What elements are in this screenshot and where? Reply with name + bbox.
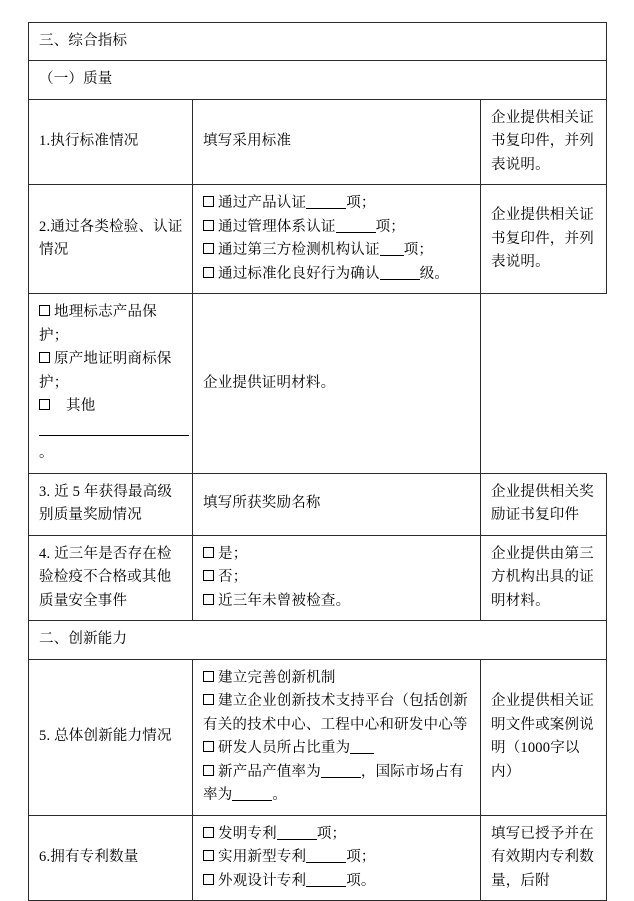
checkbox-icon[interactable] — [203, 874, 214, 885]
subsection-heading-quality: （一）质量 — [29, 61, 607, 99]
row-label-certification: 2.通过各类检验、认证情况 — [29, 185, 193, 294]
blank-underline[interactable] — [306, 871, 346, 887]
checkbox-icon[interactable] — [203, 741, 214, 752]
row-content-certification — [193, 185, 481, 294]
row-note-quality-award: 企业提供相关奖励证书复印件 — [481, 473, 607, 535]
checkbox-option-tech-platform[interactable]: 建立企业创新技术支持平台（包括创新有关的技术中心、工程中心和研发中心等 — [203, 693, 468, 733]
checkbox-icon[interactable] — [203, 547, 214, 558]
checkbox-icon[interactable] — [203, 694, 214, 705]
table-row-innovation-capacity — [29, 659, 607, 815]
row-note-geographic-protection: 企业提供证明材料。 — [193, 294, 481, 473]
checkbox-icon[interactable] — [39, 352, 50, 363]
row-note-innovation-capacity: 企业提供相关证明文件或案例说明（1000字以内） — [481, 659, 607, 815]
blank-underline[interactable] — [306, 848, 346, 864]
checkbox-option-utility-patent[interactable]: 实用新型专利 项； — [203, 846, 472, 869]
indicator-form-table — [28, 22, 607, 901]
checkbox-icon[interactable] — [203, 827, 214, 838]
checkbox-icon[interactable] — [203, 267, 214, 278]
table-row-section-innovation — [29, 621, 607, 659]
checkbox-icon[interactable] — [39, 399, 50, 410]
checkbox-option-invention-patent[interactable]: 发明专利 项； — [203, 823, 472, 846]
section-heading-innovation: 二、创新能力 — [29, 621, 607, 659]
table-row-safety-incident — [29, 535, 607, 620]
checkbox-icon[interactable] — [203, 220, 214, 231]
checkbox-icon[interactable] — [203, 570, 214, 581]
table-row-certification — [29, 185, 607, 294]
checkbox-icon[interactable] — [203, 196, 214, 207]
row-note-safety-incident: 企业提供由第三方机构出具的证明材料。 — [481, 535, 607, 620]
checkbox-option-origin-trademark[interactable]: 原产地证明商标保护； — [39, 351, 172, 391]
blank-underline[interactable] — [232, 786, 272, 802]
blank-underline[interactable] — [39, 420, 189, 436]
row-label-innovation-capacity: 5. 总体创新能力情况 — [29, 659, 193, 815]
checkbox-option-new-product-ratio[interactable]: 新产品产值率为 ，国际市场占有率为 。 — [203, 763, 464, 804]
row-note-certification: 企业提供相关证书复印件，并列表说明。 — [481, 185, 607, 294]
checkbox-icon[interactable] — [203, 243, 214, 254]
checkbox-option-management-cert[interactable]: 通过管理体系认证 项； — [203, 216, 472, 239]
row-content-geographic-protection — [29, 294, 193, 473]
row-content-quality-award: 填写所获奖励名称 — [193, 473, 481, 535]
checkbox-icon[interactable] — [203, 765, 214, 776]
checkbox-option-rd-staff-ratio[interactable]: 研发人员所占比重为 — [203, 737, 472, 760]
checkbox-icon[interactable] — [39, 305, 50, 316]
checkbox-option-thirdparty-cert[interactable]: 通过第三方检测机构认证 项； — [203, 239, 472, 262]
checkbox-option-design-patent[interactable]: 外观设计专利 项。 — [203, 870, 472, 893]
row-content-standard-execution: 填写采用标准 — [193, 99, 481, 184]
checkbox-option-geo-indication[interactable]: 地理标志产品保护； — [39, 304, 157, 344]
checkbox-icon[interactable] — [203, 594, 214, 605]
blank-underline[interactable] — [277, 824, 317, 840]
checkbox-option-yes[interactable]: 是； — [203, 543, 472, 566]
table-row-quality-award — [29, 473, 607, 535]
table-row-standard-execution — [29, 99, 607, 184]
blank-underline[interactable] — [321, 762, 361, 778]
row-content-patent-count — [193, 815, 481, 900]
checkbox-icon[interactable] — [203, 850, 214, 861]
table-row-section-3 — [29, 23, 607, 61]
checkbox-option-not-inspected[interactable]: 近三年未曾被检查。 — [203, 590, 472, 613]
blank-underline[interactable] — [350, 739, 374, 755]
row-note-standard-execution: 企业提供相关证书复印件，并列表说明。 — [481, 99, 607, 184]
blank-underline[interactable] — [306, 194, 346, 210]
row-note-patent-count: 填写已授予并在有效期内专利数量，后附 — [481, 815, 607, 900]
row-label-quality-award: 3. 近 5 年获得最高级别质量奖励情况 — [29, 473, 193, 535]
checkbox-icon[interactable] — [203, 671, 214, 682]
blank-underline[interactable] — [336, 217, 376, 233]
blank-underline[interactable] — [380, 241, 404, 257]
checkbox-option-no[interactable]: 否； — [203, 566, 472, 589]
row-label-safety-incident: 4. 近三年是否存在检验检疫不合格或其他质量安全事件 — [29, 535, 193, 620]
row-label-patent-count: 6.拥有专利数量 — [29, 815, 193, 900]
checkbox-option-product-cert[interactable]: 通过产品认证 项； — [203, 192, 472, 215]
table-row-subsection-quality — [29, 61, 607, 99]
row-label-standard-execution: 1.执行标准情况 — [29, 99, 193, 184]
table-row-patent-count — [29, 815, 607, 900]
checkbox-option-standardization-cert[interactable]: 通过标准化良好行为确认 级。 — [203, 263, 472, 286]
row-content-safety-incident — [193, 535, 481, 620]
checkbox-option-other[interactable]: 其他。 — [39, 395, 184, 465]
section-heading-comprehensive: 三、综合指标 — [29, 23, 607, 61]
table-row-geographic-protection — [29, 294, 607, 473]
row-content-innovation-capacity — [193, 659, 481, 815]
checkbox-option-innovation-mechanism[interactable]: 建立完善创新机制 — [203, 667, 472, 690]
blank-underline[interactable] — [380, 264, 420, 280]
